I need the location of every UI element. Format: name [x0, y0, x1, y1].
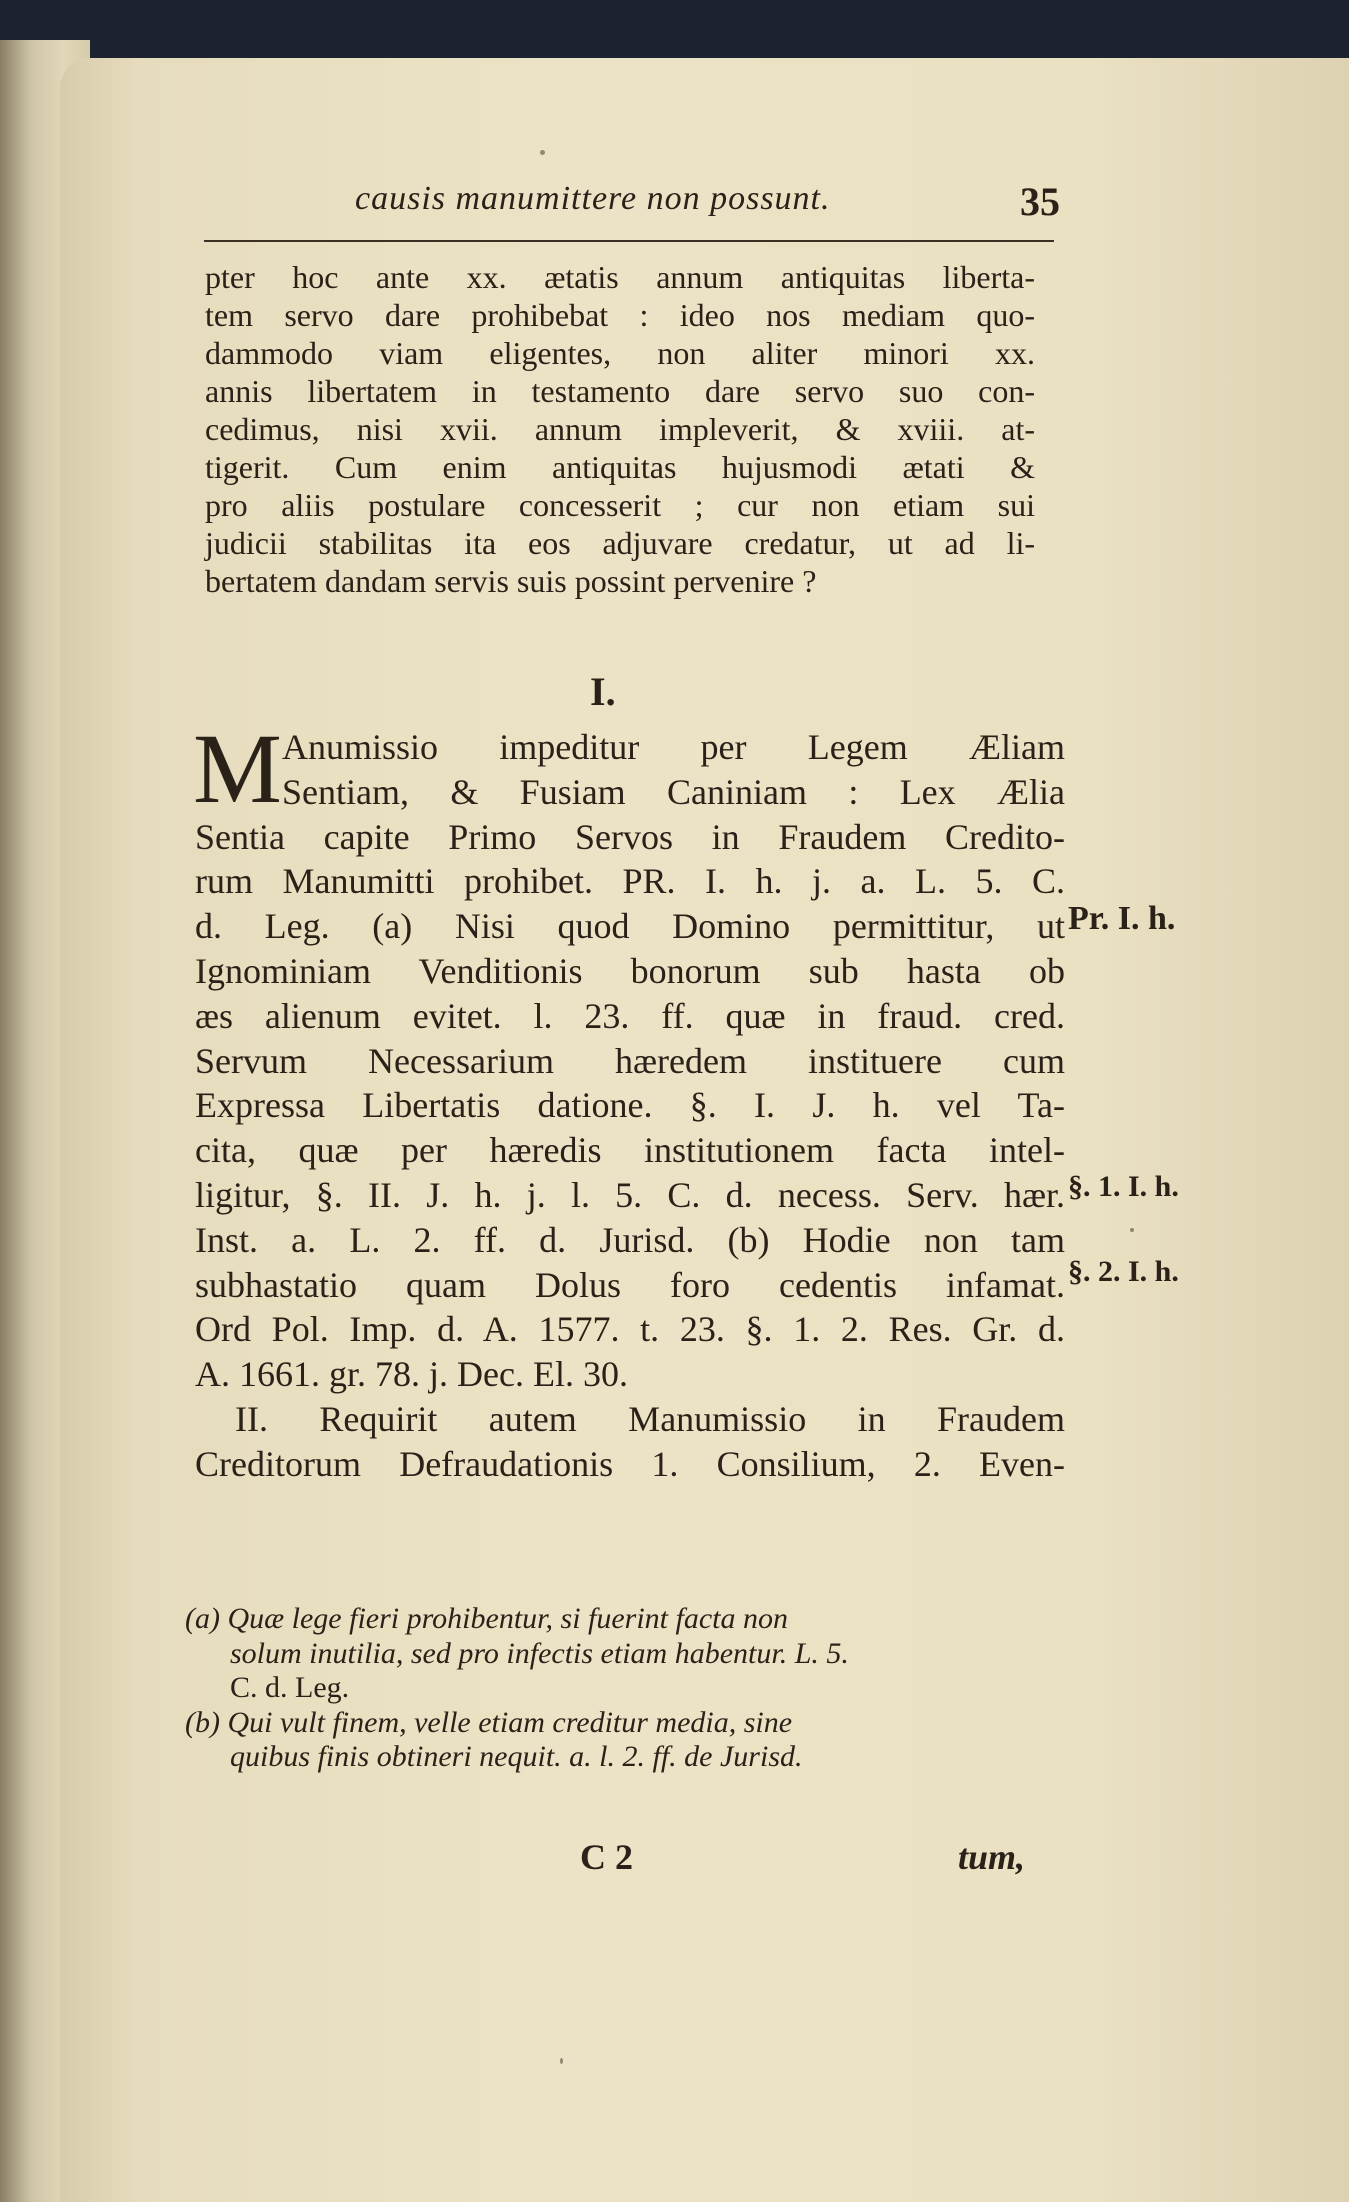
text-line: rum Manumitti prohibet. PR. I. h. j. a. L. 5. C.: [195, 861, 1065, 902]
text-line: annis libertatem in testamento dare servo suo con-: [205, 373, 1035, 409]
text-line: bertatem dandam servis suis possint pervenire ?: [205, 563, 817, 599]
signature-mark: C 2: [580, 1837, 633, 1877]
section-1-text: [193, 713, 1065, 1487]
text-line: Ord Pol. Imp. d. A. 1577. t. 23. §. 1. 2. Res. Gr. d.: [195, 1309, 1065, 1350]
text-line: judicii stabilitas ita eos adjuvare credatur, ut ad li-: [205, 525, 1035, 561]
text-line: Inst. a. L. 2. ff. d. Jurisd. (b) Hodie non tam: [195, 1219, 1065, 1260]
footnotes: [185, 1602, 1035, 1775]
text-line: d. Leg. (a) Nisi quod Domino permittitur, ut: [195, 906, 1065, 947]
text-line: subhastatio quam Dolus foro cedentis infamat.: [195, 1264, 1065, 1305]
ink-speck: [1130, 1228, 1134, 1232]
text-line: Anumissio impeditur per Legem Æliam: [282, 727, 1065, 767]
text-line: Expressa Libertatis datione. §. I. J. h. vel Ta-: [195, 1085, 1065, 1126]
catchline: [580, 1836, 1025, 1876]
text-line: Creditorum Defraudationis 1. Consilium, 2. Even-: [195, 1443, 1065, 1484]
ink-speck: [540, 150, 545, 155]
text-line: pter hoc ante xx. ætatis annum antiquitas liberta-: [205, 259, 1035, 295]
marginal-note: §. 2. I. h.: [1068, 1255, 1179, 1288]
catchword: tum,: [957, 1837, 1025, 1877]
footnote-line: quibus finis obtineri nequit. a. l. 2. ff. de Jurisd.: [230, 1740, 803, 1773]
text-line: ligitur, §. II. J. h. j. l. 5. C. d. necess. Serv. hær.: [195, 1174, 1065, 1215]
marginal-note: Pr. I. h.: [1068, 900, 1176, 937]
ink-speck: [560, 2058, 563, 2064]
text-line: Ignominiam Venditionis bonorum sub hasta ob: [195, 950, 1065, 991]
text-line: cita, quæ per hæredis institutionem facta intel-: [195, 1130, 1065, 1171]
text-line: A. 1661. gr. 78. j. Dec. El. 30.: [195, 1354, 628, 1395]
section-number: I.: [590, 669, 616, 714]
intro-paragraph: [205, 258, 1035, 602]
page-header: [200, 179, 1060, 224]
text-line: cedimus, nisi xvii. annum impleverit, & xviii. at-: [205, 411, 1035, 447]
text-line: Sentia capite Primo Servos in Fraudem Credito-: [195, 816, 1065, 857]
running-head: causis manumittere non possunt.: [355, 180, 831, 217]
footnote-line: (a) Quæ lege fieri prohibentur, si fuerint facta non: [185, 1602, 789, 1635]
drop-cap: M: [193, 713, 282, 824]
footnote-line: solum inutilia, sed pro infectis etiam habentur. L. 5.: [230, 1636, 849, 1670]
text-line: tigerit. Cum enim antiquitas hujusmodi ætati &: [205, 449, 1035, 485]
footnote-line: (b) Qui vult finem, velle etiam creditur media, sine: [185, 1705, 793, 1739]
text-line: æs alienum evitet. l. 23. ff. quæ in fraud. cred.: [195, 995, 1065, 1036]
footnote-line: C. d. Leg.: [230, 1671, 350, 1704]
header-rule: [204, 240, 1054, 242]
text-line: Servum Necessarium hæredem instituere cum: [195, 1040, 1065, 1081]
text-line: II. Requirit autem Manumissio in Fraudem: [235, 1398, 1065, 1439]
text-line: dammodo viam eligentes, non aliter minori xx.: [205, 335, 1035, 371]
text-line: pro aliis postulare concesserit ; cur non etiam sui: [205, 487, 1035, 523]
text-line: Sentiam, & Fusiam Caniniam : Lex Ælia: [282, 771, 1065, 812]
page-number: 35: [1020, 179, 1060, 224]
text-line: tem servo dare prohibebat : ideo nos mediam quo-: [205, 297, 1035, 333]
marginal-note: §. 1. I. h.: [1068, 1170, 1179, 1203]
